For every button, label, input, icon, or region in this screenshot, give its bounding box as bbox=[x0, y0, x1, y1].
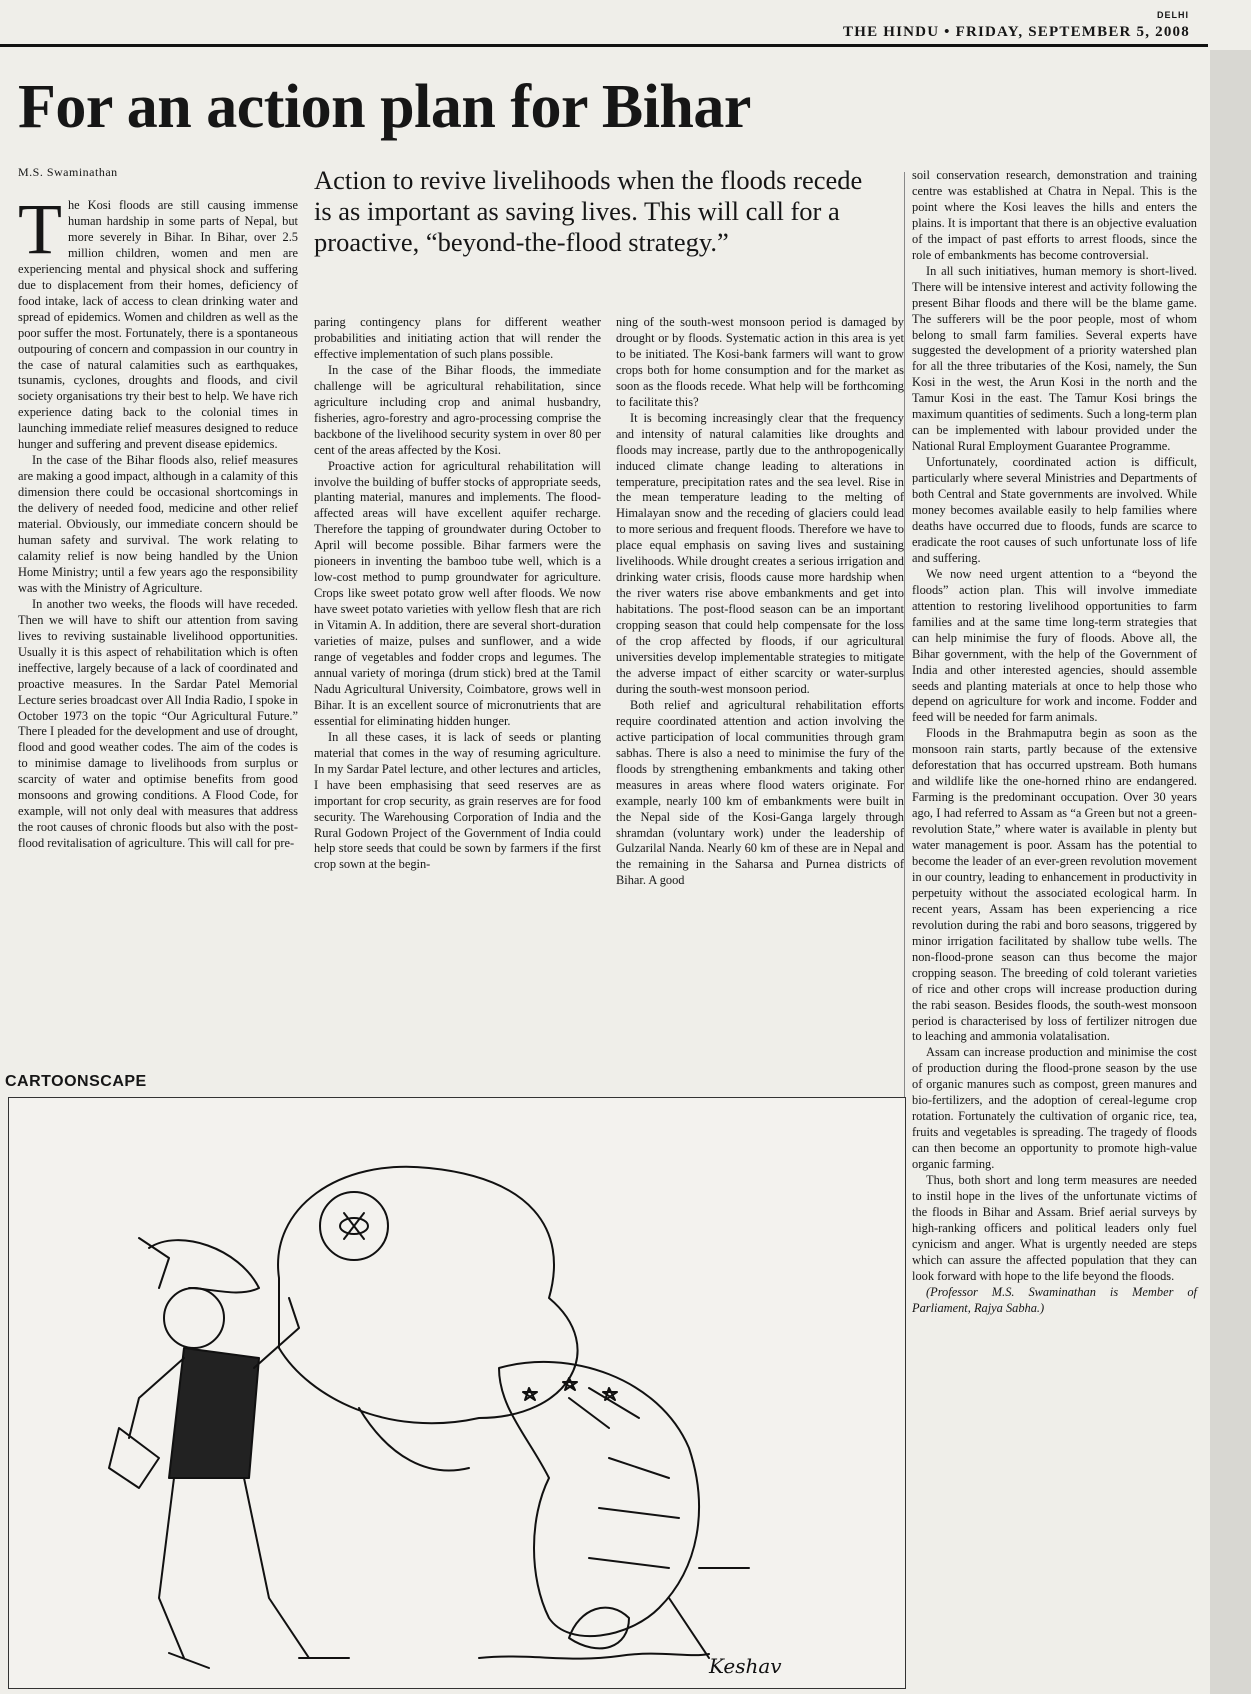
paragraph: Floods in the Brahmaputra begin as soon as the monsoon rain starts, partly because of the extensive deforestation that has occurred upstream. Both humans and wildlife like the one-horned rhino are endangered. Farming is the predominant occupation. Over 30 years ago, I had referred to Assam as “a Green but not a green-revolution State,” where water is available in plenty but water management is poor. Assam has the potential to become the leader of an ever-green revolution movement in our country, leading to enhancement in productivity in perpetuity without the associated ecological harm. In recent years, Assam has been experiencing a rice revolution during the rabi and boro seasons, triggered by minor irrigation facilitated by shallow tube wells. The non-flood-prone season can thus become the major cropping season. The breeding of cold tolerant varieties of rice and other crops will increase production during the rabi season. Besides floods, the south-west monsoon period is characterised by loss of fertilizer nitrogen due to leaching and ammonia volatalisation. bbox=[912, 726, 1197, 1044]
cartoon-drawing bbox=[9, 1098, 905, 1688]
paragraph: paring contingency plans for different weather probabilities and initiating action that will render the effective implementation of such plans possible. bbox=[314, 315, 601, 361]
man-head bbox=[164, 1288, 224, 1348]
paragraph: he Kosi floods are still causing immense human hardship in some parts of Nepal, but more severely in Bihar. In Bihar, over 2.5 million children, women and men are experiencing mental and physical shock and suffering due to displacement from their homes, deficiency of food intake, lack of access to clean drinking water and spread of epidemics. Women and children as well as the poor suffer the most. Fortunately, there is a spontaneous outpouring of concern and compassion in our country in the case of natural calamities such as earthquakes, tsunamis, cyclones, droughts and floods, and civil society organisations try their best to help. We have rich experience dating back to the colonial times in launching immediate relief measures designed to reduce hunger and suffering and prevent disease epidemics. bbox=[18, 198, 298, 452]
editorial-cartoon bbox=[8, 1097, 906, 1689]
paragraph: Both relief and agricultural rehabilitation efforts require coordinated attention and action involving the active participation of local communities through gram sabhas. There is also a need to minimise the fury of the floods by strengthening embankments and taking other measures in areas where flood waters originate. For example, nearly 100 km of embankments were built in the Nepal side of the Kosi-Ganga largely through shramdan (voluntary work) under the leadership of Gulzarilal Nanda. Nearly 60 km of these are in Nepal and the remaining in the Saharsa and Purnea districts of Bihar. A good bbox=[616, 697, 904, 888]
paragraph: ning of the south-west monsoon period is damaged by drought or by floods. Systematic action in this area is yet to be initiated. The Kosi-bank farmers will want to grow crops both for home consumption and for the market as soon as the floods recede. What help will be forthcoming to facilitate this? bbox=[616, 315, 904, 409]
paragraph: Thus, both short and long term measures are needed to instil hope in the lives of the unfortunate victims of the floods in Bihar and Assam. Brief aerial surveys by high-ranking officers and political leaders only fuel cynicism and anger. What is urgently needed are steps which can assure the affected population that they can look forward with hope to the life beyond the floods. bbox=[912, 1173, 1197, 1283]
paragraph: Assam can increase production and minimise the cost of production during the flood-prone season by the use of organic manures such as compost, green manures and bio-fertilizers, and the adoption of cereal-legume crop rotation. Fortunately the cultivation of organic rice, tea, fruits and vegetables is spreading. The tragedy of floods can then become an opportunity to promote high-value organic farming. bbox=[912, 1045, 1197, 1172]
article-column-2 bbox=[314, 315, 601, 1040]
byline: M.S. Swaminathan bbox=[18, 165, 118, 179]
tiger-body bbox=[499, 1362, 699, 1636]
paragraph: soil conservation research, demonstration and training centre was established at Chatra in Nepal. This is the point where the Kosi leaves the hills and enters the plains. It is important that there is an objective evaluation of the impact of past efforts to arrest floods, since the role of embankments has become controversial. bbox=[912, 168, 1197, 262]
article-column-4 bbox=[912, 168, 1197, 1688]
article-column-1 bbox=[18, 189, 298, 1040]
paragraph: Proactive action for agricultural rehabilitation will involve the building of buffer stocks of appropriate seeds, planting material, manures and implements. The flood-affected areas will have excellent aquifer recharge. Therefore the tapping of groundwater during October to April will become possible. Bihar farmers were the pioneers in inventing the bamboo tube well, which is a low-cost method to pump groundwater for agriculture. Crops like sweet potato grow well after floods. We now have sweet potato varieties with yellow flesh that are rich in Vitamin A. In addition, there are several short-duration varieties of maize, pulses and sunflower, and a wide range of vegetables and fodder crops and legumes. The annual variety of moringa (drum stick) bred at the Tamil Nadu Agricultural University, Coimbatore, grows well in Bihar. It is an excellent source of micronutrients that are essential for eliminating hidden hunger. bbox=[314, 458, 601, 728]
pullquote: Action to revive livelihoods when the floods recede is as important as saving lives. This will call for a proactive, “beyond-the-flood strategy.” bbox=[314, 165, 863, 257]
paragraph: Unfortunately, coordinated action is difficult, particularly where several Ministries and Departments of both Central and State governments are involved. While money becomes available easily to help families where deaths have occurred due to floods, funds are scarce to eradicate the root causes of such unfortunate loss of life and suffering. bbox=[912, 455, 1197, 565]
edition-label: DELHI bbox=[1157, 10, 1189, 20]
sack-outline bbox=[278, 1167, 577, 1424]
paragraph: In all such initiatives, human memory is short-lived. There will be intensive interest and activity following the present Bihar floods and there will be the blame game. The sufferers will be the poor people, most of whom belong to small farm families. Several experts have suggested the development of a priority watershed plan for all the three tributaries of the Kosi, namely, the Sun Kosi in the west, the Arun Kosi in the north and the Tamur Kosi in the east. The Tamur Kosi brings the maximum quantities of sediments. Such a long-term plan can be implemented with labour provided under the National Rural Employment Guarantee Programme. bbox=[912, 263, 1197, 454]
paragraph: We now need urgent attention to a “beyond the floods” action plan. This will involve immediate attention to restoring livelihood opportunities to farm families and at the same time long-term strategies that can help minimise the fury of floods. Above all, the Bihar government, with the help of the Government of India and other interested agencies, should assemble seeds and planting materials at once to help those who depend on agriculture for work and income. Fodder and feed will be needed for farm animals. bbox=[912, 566, 1197, 725]
article-column-3 bbox=[616, 315, 904, 1040]
adjacent-page-edge bbox=[1210, 50, 1251, 1694]
masthead-rule bbox=[0, 44, 1208, 47]
paragraph: In the case of the Bihar floods also, relief measures are making a good impact, although in a calamity of this dimension there could be occasional shortcomings in the delivery of needed food, medicine and other relief material. Obviously, our immediate concern should be human safety and survival. The work relating to calamity relief is now being handled by the Union Home Ministry; until a few years ago the responsibility was with the Ministry of Agriculture. bbox=[18, 453, 298, 595]
paragraph: In all these cases, it is lack of seeds or planting material that comes in the way of resuming agriculture. In my Sardar Patel lecture, and other lectures and articles, I have been emphasising that seed reserves are as important for crop security, as grain reserves are for food security. The Warehousing Corporation of India and the Rural Godown Project of the Government of India could help store seeds that could be sown by farmers if the first crop sown at the begin- bbox=[314, 729, 601, 872]
paragraph: In another two weeks, the floods will have receded. Then we will have to shift our attention from saving lives to reviving sustainable livelihood opportunities. Usually it is this aspect of rehabilitation which is often ineffective, largely because of a lack of coordinated and proactive measures. In the Sardar Patel Memorial Lecture series broadcast over All India Radio, I spoke in October 1973 on the topic “Our Agricultural Future.” There I pleaded for the development and use of drought, flood and good weather codes. The aim of the codes is to minimise damage to livelihoods from surplus or scarcity of water and optimise benefits from good monsoons and growing conditions. A Flood Code, for example, will not only deal with measures that address the root causes of chronic floods but also with the post-flood revitalisation of agriculture. This will call for pre- bbox=[18, 596, 298, 851]
man-body bbox=[169, 1348, 259, 1478]
cartoon-label: CARTOONSCAPE bbox=[5, 1073, 147, 1090]
drop-cap: T bbox=[18, 189, 62, 269]
paragraph: In the case of the Bihar floods, the immediate challenge will be agricultural rehabilitation, since agriculture including crop and animal husbandry, fisheries, agro-forestry and agro-processing comprise the backbone of the livelihood security system in over 80 per cent of the areas affected by the Kosi. bbox=[314, 362, 601, 457]
headline: For an action plan for Bihar bbox=[18, 73, 751, 141]
author-note: (Professor M.S. Swaminathan is Member of Parliament, Rajya Sabha.) bbox=[912, 1284, 1197, 1315]
paragraph: It is becoming increasingly clear that the frequency and intensity of natural calamities like droughts and floods may increase, partly due to the anthropogenically induced climate change leading to alterations in temperature, precipitation rates and the sea level. Rise in the mean temperature leading to the melting of Himalayan snow and the receding of glaciers could lead to more serious and frequent floods. Therefore we have to place equal emphasis on saving lives and sustaining livelihoods. While drought creates a serious irrigation and drinking water crisis, floods cause more hardship when the river waters rise above embankments and get into habitations. The post-flood season can be an important cropping season that could help compensate for the loss of the crop affected by floods, if our agricultural universities develop implementable strategies to mitigate the adverse impact of either scarcity or water-surplus during the south-west monsoon period. bbox=[616, 410, 904, 696]
masthead: THE HINDU • FRIDAY, SEPTEMBER 5, 2008 bbox=[843, 24, 1190, 40]
cartoonist-signature: Keshav bbox=[709, 1654, 782, 1678]
